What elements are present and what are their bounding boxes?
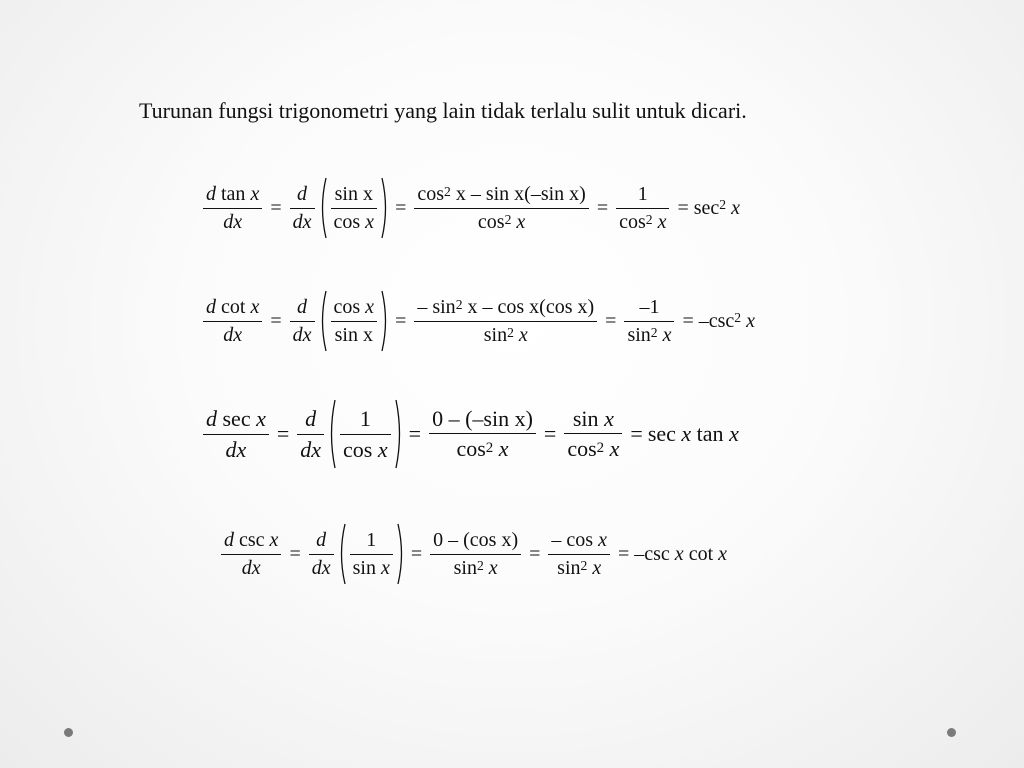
lhs-fraction — [203, 297, 262, 346]
lhs-den: dx — [221, 554, 281, 579]
step3-num: 1 — [637, 182, 648, 205]
step3-den-x: x — [662, 323, 672, 346]
step2-den-x: x — [488, 556, 498, 579]
inner-fraction — [350, 530, 393, 579]
step3-den-fn: cos — [619, 210, 646, 233]
right-paren — [394, 398, 404, 470]
equals-sign: = — [395, 309, 407, 332]
result-exp: 2 — [719, 196, 727, 212]
inner-num: sin x — [334, 182, 373, 205]
d-dx-fraction — [297, 407, 324, 460]
lhs-fn: cot — [221, 295, 246, 318]
result-a: –csc — [634, 542, 670, 565]
lhs-den: dx — [203, 208, 262, 233]
right-paren — [380, 176, 390, 240]
result-x: x — [731, 196, 740, 219]
equation-csc-derivative — [218, 522, 727, 586]
step2-fraction — [429, 407, 536, 461]
step2-num-b: x) — [514, 406, 533, 432]
step2-num-a: cos — [417, 182, 445, 205]
lhs-d: d — [206, 295, 216, 318]
step3-den-exp: 2 — [596, 440, 605, 457]
dd-num: d — [297, 182, 308, 205]
dd-den: dx — [297, 434, 324, 461]
step3-den-fn: sin — [557, 556, 581, 579]
step2-den-x: x — [498, 436, 509, 462]
step2-fraction — [430, 530, 521, 579]
inner-den-fn: cos — [333, 210, 361, 233]
step2-num-b: x – cos — [467, 295, 525, 318]
equals-sign: = — [410, 542, 423, 565]
equals-sign: = — [270, 196, 282, 219]
equation-sec-derivative — [200, 398, 739, 470]
inner-den-x: x — [380, 556, 390, 579]
lhs-x: x — [250, 295, 260, 318]
result-fn: –csc — [698, 309, 735, 332]
lhs-fraction — [203, 407, 269, 460]
result-x2: x — [729, 421, 739, 446]
step3-den-x: x — [609, 436, 620, 462]
step3-num-x: x — [604, 406, 614, 432]
d-dx-fraction — [309, 530, 334, 579]
equals-sign: = — [270, 309, 282, 332]
result-x1: x — [681, 421, 692, 446]
left-paren — [337, 522, 347, 586]
step2-num-c: x(cos — [529, 295, 573, 318]
equals-sign: = — [543, 421, 557, 446]
result-x1: x — [674, 542, 684, 565]
lhs-d: d — [206, 182, 216, 205]
decorative-dot-left — [64, 728, 73, 737]
result-x2: x — [718, 542, 728, 565]
step3-den-fn: cos — [567, 436, 597, 462]
step2-den-exp: 2 — [476, 558, 484, 574]
equals-sign: = — [276, 421, 290, 446]
inner-den-fn: cos — [343, 436, 373, 462]
step2-den-exp: 2 — [485, 440, 494, 457]
lhs-den: dx — [203, 321, 262, 346]
result-a: sec — [647, 421, 676, 446]
step3-den-exp: 2 — [645, 212, 653, 228]
right-paren — [380, 289, 390, 353]
lhs-fn: sec — [222, 406, 251, 432]
left-paren — [327, 398, 337, 470]
equals-sign: = — [289, 542, 301, 565]
result — [634, 543, 727, 566]
step2-num-c: x(–sin — [514, 182, 565, 205]
step3-den-x: x — [592, 556, 602, 579]
equals-sign: = — [630, 421, 643, 446]
lhs-d: d — [224, 528, 234, 551]
lhs-fn: csc — [239, 528, 265, 551]
equation-cot-derivative — [200, 289, 755, 353]
step2-den-fn: sin — [483, 323, 508, 346]
step3-den-exp: 2 — [580, 558, 588, 574]
d-dx-fraction — [290, 297, 315, 346]
result-exp: 2 — [734, 309, 742, 325]
left-paren — [318, 176, 328, 240]
parenthesized-group — [337, 522, 406, 586]
step2-num-b: x) — [501, 528, 519, 551]
step3-den-x: x — [657, 210, 667, 233]
lhs-fraction — [203, 184, 262, 233]
dd-num: d — [305, 406, 317, 432]
dd-num: d — [316, 528, 327, 551]
inner-num: 1 — [359, 406, 371, 432]
result — [648, 421, 739, 447]
step3-fraction — [564, 407, 622, 461]
result-b: tan — [696, 421, 724, 446]
dd-den: dx — [290, 208, 315, 233]
left-paren — [318, 289, 328, 353]
step2-den-fn: sin — [453, 556, 477, 579]
step2-num-exp: 2 — [444, 184, 451, 200]
lhs-fraction — [221, 530, 281, 579]
step3-num-fn: – cos — [551, 528, 594, 551]
step3-fraction — [616, 184, 669, 233]
step2-den-fn: cos — [477, 210, 505, 233]
step3-den-fn: sin — [627, 323, 651, 346]
inner-den-x: x — [377, 436, 388, 462]
step2-num-a: 0 – (cos — [433, 528, 497, 551]
lhs-x: x — [250, 182, 260, 205]
inner-fraction — [331, 184, 378, 233]
dd-den: dx — [309, 554, 334, 579]
result-x: x — [746, 309, 755, 332]
parenthesized-group — [318, 289, 391, 353]
step2-num-d: x) — [569, 182, 586, 205]
inner-num-fn: cos — [333, 295, 361, 318]
step2-den-x: x — [516, 210, 526, 233]
dd-den: dx — [290, 321, 315, 346]
equals-sign: = — [605, 309, 617, 332]
equals-sign: = — [395, 196, 407, 219]
result — [694, 197, 740, 220]
step2-num-d: x) — [577, 295, 595, 318]
step2-num-b: x – sin — [455, 182, 510, 205]
step3-den-exp: 2 — [650, 325, 658, 341]
equals-sign: = — [596, 196, 609, 219]
intro-text: Turunan fungsi trigonometri yang lain tidak terlalu sulit untuk dicari. — [139, 98, 747, 123]
step3-fraction — [548, 530, 610, 579]
step2-fraction — [414, 297, 597, 346]
equals-sign: = — [408, 421, 422, 446]
parenthesized-group — [318, 176, 391, 240]
step2-num-a: 0 – (–sin — [432, 406, 510, 432]
parenthesized-group — [327, 398, 404, 470]
right-paren — [396, 522, 406, 586]
inner-fraction — [340, 407, 391, 460]
dd-num: d — [297, 295, 308, 318]
lhs-x: x — [256, 406, 266, 432]
step2-den-x: x — [518, 323, 528, 346]
inner-fraction — [331, 297, 378, 346]
equals-sign: = — [529, 542, 541, 565]
step3-num-fn: sin — [572, 406, 599, 432]
inner-num: 1 — [366, 528, 377, 551]
d-dx-fraction — [290, 184, 315, 233]
step3-num: –1 — [639, 295, 660, 318]
lhs-x: x — [269, 528, 279, 551]
lhs-d: d — [206, 406, 217, 432]
equals-sign: = — [677, 196, 689, 219]
step2-num-exp: 2 — [455, 297, 463, 313]
inner-den-fn: sin — [352, 556, 376, 579]
result — [699, 310, 755, 333]
lhs-den: dx — [203, 434, 269, 461]
step2-den-exp: 2 — [504, 212, 512, 228]
equals-sign: = — [682, 309, 694, 332]
decorative-dot-right — [947, 728, 956, 737]
inner-num-x: x — [365, 295, 375, 318]
step2-fraction — [414, 184, 588, 233]
inner-den: sin x — [331, 321, 378, 346]
result-b: cot — [688, 542, 714, 565]
inner-den-x: x — [365, 210, 375, 233]
lhs-fn: tan — [221, 182, 246, 205]
equation-tan-derivative — [200, 176, 740, 240]
result-fn: sec — [693, 196, 720, 219]
step2-den-exp: 2 — [507, 325, 514, 341]
step2-den-fn: cos — [456, 436, 486, 462]
step3-num-x: x — [598, 528, 607, 551]
step2-num-a: – sin — [417, 295, 456, 318]
equals-sign: = — [617, 542, 630, 565]
step3-fraction — [624, 297, 674, 346]
